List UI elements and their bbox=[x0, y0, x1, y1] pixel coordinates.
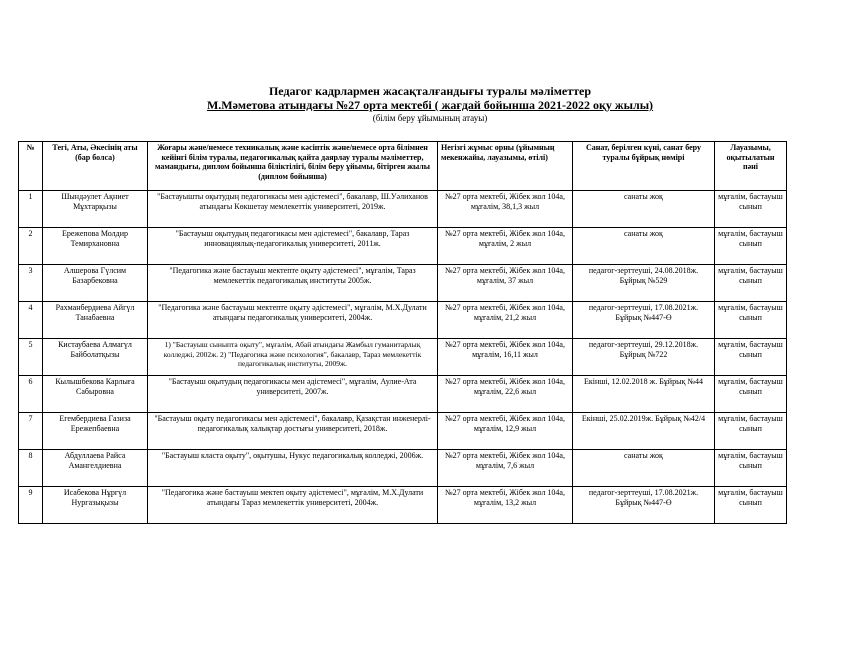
row-number: 1 bbox=[19, 191, 43, 228]
document-header bbox=[0, 84, 850, 124]
table-row bbox=[19, 413, 787, 450]
education-info: "Бастауышты оқытудың педагогикасы мен әдістемесі", бакалавр, Ш.Уәлиханов атындағы Көкшетау мемлекеттік университеті, 2019ж. bbox=[148, 191, 438, 228]
teacher-name: Егембердиева Газиза Ережепбаевна bbox=[43, 413, 148, 450]
teacher-name: Рахманбердиева Айгүл Танабаевна bbox=[43, 302, 148, 339]
table-header-row bbox=[19, 142, 787, 191]
row-number: 4 bbox=[19, 302, 43, 339]
position-info: мұғалім, бастауыш сынып bbox=[715, 339, 787, 376]
position-info: мұғалім, бастауыш сынып bbox=[715, 191, 787, 228]
position-info: мұғалім, бастауыш сынып bbox=[715, 376, 787, 413]
category-info: санаты жоқ bbox=[573, 450, 715, 487]
workplace-info: №27 орта мектебі, Жібек жол 104а, мұғалім, 22,6 жыл bbox=[438, 376, 573, 413]
workplace-info: №27 орта мектебі, Жібек жол 104а, мұғалім, 2 жыл bbox=[438, 228, 573, 265]
education-info: "Бастауыш оқытудың педагогикасы мен әдістемесі", мұғалім, Аулие-Ата университеті, 2007ж. bbox=[148, 376, 438, 413]
category-info: санаты жоқ bbox=[573, 228, 715, 265]
position-info: мұғалім, бастауыш сынып bbox=[715, 228, 787, 265]
category-info: Екінші, 12.02.2018 ж. Бұйрық №44 bbox=[573, 376, 715, 413]
table-row bbox=[19, 487, 787, 524]
category-info: педагог-зерттеуші, 17.08.2021ж. Бұйрық №447-Ө bbox=[573, 487, 715, 524]
table-row bbox=[19, 302, 787, 339]
teacher-name: Абдуллаева Райса Амангелдиевна bbox=[43, 450, 148, 487]
education-info: "Бастауыш оқытудың педагогикасы мен әдістемесі", бакалавр, Тараз инновациялық-педагогикалық университеті, 2011ж. bbox=[148, 228, 438, 265]
table-row bbox=[19, 265, 787, 302]
category-info: педагог-зерттеуші, 29.12.2018ж. Бұйрық №722 bbox=[573, 339, 715, 376]
row-number: 8 bbox=[19, 450, 43, 487]
category-info: санаты жоқ bbox=[573, 191, 715, 228]
position-info: мұғалім, бастауыш сынып bbox=[715, 413, 787, 450]
workplace-info: №27 орта мектебі, Жібек жол 104а, мұғалім, 38,1,3 жыл bbox=[438, 191, 573, 228]
column-header-name: Тегі, Аты, Әкесінің аты (бар болса) bbox=[43, 142, 148, 191]
table-row bbox=[19, 339, 787, 376]
category-info: Екінші, 25.02.2019ж. Бұйрық №42/4 bbox=[573, 413, 715, 450]
row-number: 7 bbox=[19, 413, 43, 450]
workplace-info: №27 орта мектебі, Жібек жол 104а, мұғалім, 37 жыл bbox=[438, 265, 573, 302]
workplace-info: №27 орта мектебі, Жібек жол 104а, мұғалім, 13,2 жыл bbox=[438, 487, 573, 524]
school-title: М.Мәметова атындағы №27 орта мектебі ( жағдай бойынша 2021-2022 оқу жылы) bbox=[206, 98, 654, 112]
position-info: мұғалім, бастауыш сынып bbox=[715, 487, 787, 524]
table-row bbox=[19, 450, 787, 487]
teacher-name: Алшерова Гүлсим Базарбековна bbox=[43, 265, 148, 302]
teacher-name: Кылышбекова Карлыға Сабыровна bbox=[43, 376, 148, 413]
teacher-name: Ережепова Молдир Темирхановна bbox=[43, 228, 148, 265]
education-info: "Педагогика және бастауыш мектеп оқыту әдістемесі", мұғалім, М.Х.Дулати атындағы Тараз мемлекеттік университеті, 2004ж. bbox=[148, 487, 438, 524]
column-header-number: № bbox=[19, 142, 43, 191]
row-number: 5 bbox=[19, 339, 43, 376]
education-info: "Педагогика және бастауыш мектепте оқыту әдістемесі", мұғалім, М.Х.Дулати атындағы педагогикалық университеті, 2004ж. bbox=[148, 302, 438, 339]
column-header-education: Жоғары және/немесе техникалық және кәсіптік және/немесе орта білімнен кейінгі білім туралы, педагогикалық қайта даярлау туралы мәліметтер, мамандығы, диплом бойынша біліктілігі, білім беру ұйымы, бітірген жылы (диплом бойынша) bbox=[148, 142, 438, 191]
education-info: 1) "Бастауыш сыныпта оқыту", мұғалім, Абай атындағы Жамбыл гуманитарлық колледжі, 2002ж. 2) "Педагогика және психология", бакалавр, Тараз мемлекеттік педагогикалық институты, 2009ж. bbox=[148, 339, 438, 376]
teacher-name: Исабекова Нұргүл Нургазықызы bbox=[43, 487, 148, 524]
workplace-info: №27 орта мектебі, Жібек жол 104а, мұғалім, 21,2 жыл bbox=[438, 302, 573, 339]
position-info: мұғалім, бастауыш сынып bbox=[715, 302, 787, 339]
row-number: 9 bbox=[19, 487, 43, 524]
workplace-info: №27 орта мектебі, Жібек жол 104а, мұғалім, 12,9 жыл bbox=[438, 413, 573, 450]
document-subtitle: (білім беру ұйымының атауы) bbox=[372, 113, 488, 123]
row-number: 3 bbox=[19, 265, 43, 302]
document-title: Педагог кадрлармен жасақталғандығы туралы мәліметтер bbox=[268, 84, 592, 98]
education-info: "Бастауыш класта оқыту", оқытушы, Нукус педагогикалық колледжі, 2006ж. bbox=[148, 450, 438, 487]
table-row bbox=[19, 376, 787, 413]
education-info: "Педагогика және бастауыш мектепте оқыту әдістемесі", мұғалім, Тараз мемлекеттік педагогикалық институты 2005ж. bbox=[148, 265, 438, 302]
position-info: мұғалім, бастауыш сынып bbox=[715, 265, 787, 302]
column-header-category: Санат, берілген күні, санат беру туралы бұйрық нөмірі bbox=[573, 142, 715, 191]
row-number: 2 bbox=[19, 228, 43, 265]
position-info: мұғалім, бастауыш сынып bbox=[715, 450, 787, 487]
table-row bbox=[19, 191, 787, 228]
staff-table bbox=[18, 141, 787, 524]
row-number: 6 bbox=[19, 376, 43, 413]
category-info: педагог-зерттеуші, 17.08.2021ж. Бұйрық №447-Ө bbox=[573, 302, 715, 339]
column-header-position: Лауазымы, оқытылатын пәні bbox=[715, 142, 787, 191]
category-info: педагог-зерттеуші, 24.08.2018ж. Бұйрық №529 bbox=[573, 265, 715, 302]
teacher-name: Шындәулет Ақниет Мұхтарқызы bbox=[43, 191, 148, 228]
education-info: "Бастауыш оқыту педагогикасы мен әдістемесі", бакалавр, Қазақстан инженерлі-педагогикалық халықтар достығы университеті, 2018ж. bbox=[148, 413, 438, 450]
workplace-info: №27 орта мектебі, Жібек жол 104а, мұғалім, 16,11 жыл bbox=[438, 339, 573, 376]
teacher-name: Кистаубаева Алмагүл Байболатқызы bbox=[43, 339, 148, 376]
workplace-info: №27 орта мектебі, Жібек жол 104а, мұғалім, 7,6 жыл bbox=[438, 450, 573, 487]
table-row bbox=[19, 228, 787, 265]
column-header-workplace: Негізгі жұмыс орны (ұйымның мекенжайы, лауазымы, өтілі) bbox=[438, 142, 573, 191]
